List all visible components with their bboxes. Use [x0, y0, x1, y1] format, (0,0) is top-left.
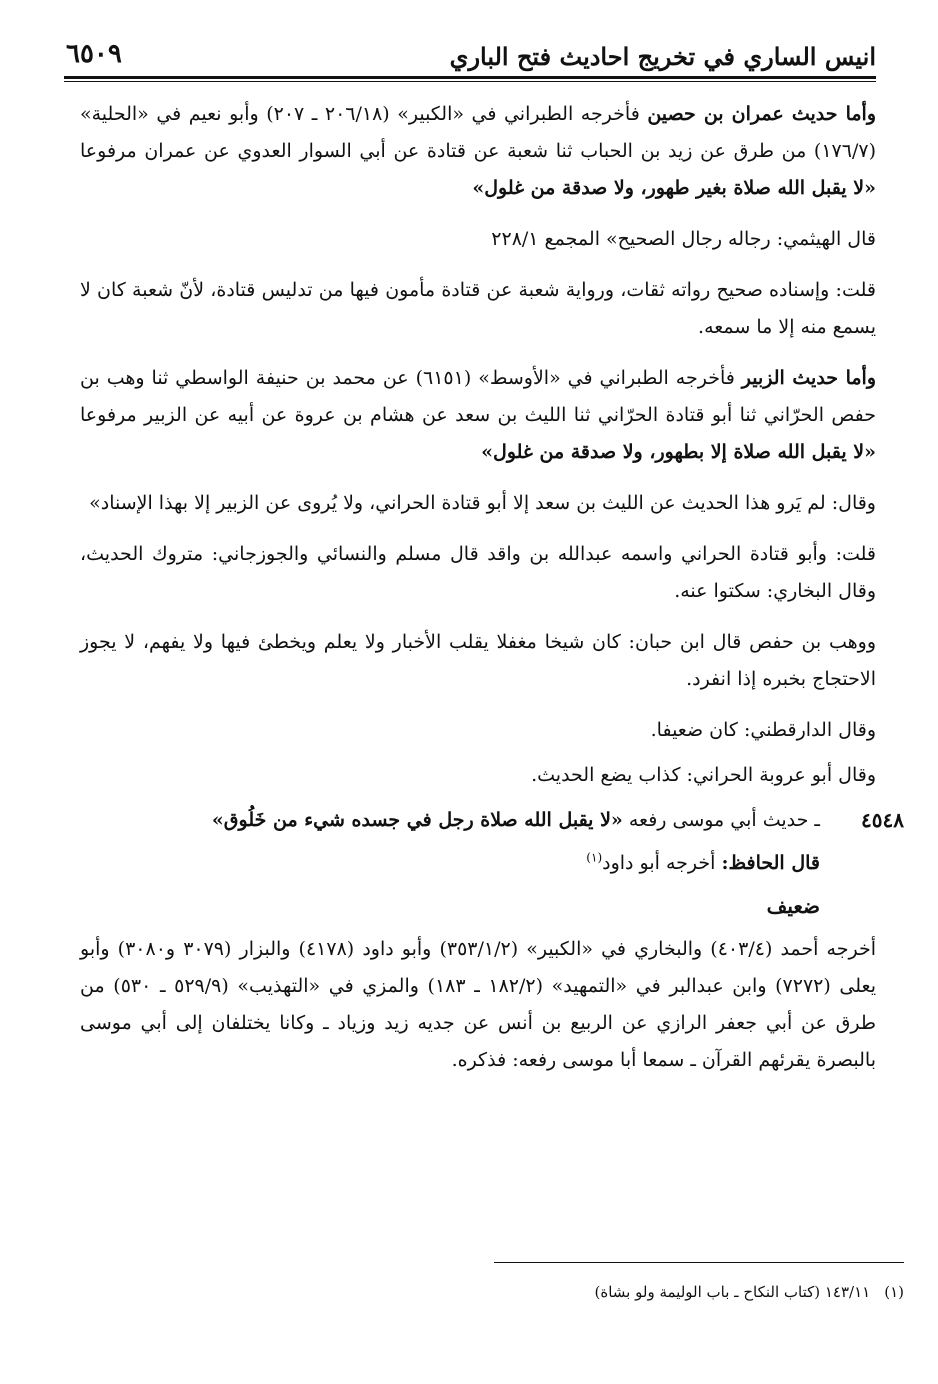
bold-lead: وأما حديث الزبير [741, 367, 876, 389]
paragraph-daraqutni: وقال الدارقطني: كان ضعيفا. [650, 719, 876, 741]
paragraph-abu-qatada: قلت: وأبو قتادة الحراني واسمه عبدالله بن واقد قال مسلم والنسائي والجوزجاني: متروك الحديث، وقال البخاري: سكتوا عنه. [80, 543, 876, 602]
paragraph-text: فأخرجه الطبراني في «الأوسط» (٦١٥١) عن محمد بن حنيفة الواسطي ثنا وهب بن حفص الحرّاني ثنا أبو قتادة الحرّاني ثنا الليث بن سعد عن هشام بن عروة عن أبيه عن الزبير مرفوعا [80, 367, 876, 426]
running-title: انيس الساري في تخريج احاديث فتح الباري [449, 41, 876, 71]
paragraph-wahb: ووهب بن حفص قال ابن حبان: كان شيخا مغفلا يقلب الأخبار ولا يعلم ويخطئ فيها ولا يفهم، لا يجوز الاحتجاج بخبره إذا انفرد. [80, 631, 876, 690]
footnote-divider [494, 1262, 904, 1263]
paragraph-comment-1: قلت: وإسناده صحيح رواته ثقات، ورواية شعبة عن قتادة مأمون فيها من تدليس قتادة، لأنّ شعبة كان لا يسمع منه إلا ما سمعه. [80, 279, 876, 338]
footnote-text: ١٤٣/١١ (كتاب النكاح ـ باب الوليمة ولو بشاة) [594, 1283, 871, 1301]
hafiz-statement [80, 845, 876, 882]
main-text [80, 96, 904, 1093]
footnote-number: (١) [884, 1283, 904, 1301]
hadith-quote: «لا يقبل الله صلاة إلا بطهور، ولا صدقة من غلول» [481, 441, 876, 463]
paragraph-haythami: قال الهيثمي: رجاله رجال الصحيح» المجمع ٢٢٨/١ [491, 228, 876, 250]
footnote-marker[interactable]: (١) [586, 850, 603, 865]
hadith-number: ٤٥٤٨ [861, 808, 904, 832]
footnote [80, 1278, 904, 1306]
header-rule [64, 76, 876, 79]
grade-heading: ضعيف [766, 894, 820, 918]
paragraph-text: فأخرجه الطبراني في «الكبير» (٢٠٦/١٨ ـ ٢٠٧) وأبو نعيم في «الحلية» (١٧٦/٧) من طرق عن زيد بن الحباب ثنا شعبة عن قتادة عن أبي السوار العدوي عن عمران مرفوعا [80, 103, 876, 162]
hadith-quote: «لا يقبل الله صلاة بغير طهور، ولا صدقة من غلول» [472, 177, 876, 199]
hafiz-text: أخرجه أبو داود [602, 852, 722, 874]
paragraph-takhrij: أخرجه أحمد (٤٠٣/٤) والبخاري في «الكبير» (٣٥٣/١/٢) وأبو داود (٤١٧٨) والبزار (٣٠٧٩ و٣٠٨٠) وأبو يعلى (٧٢٧٢) وابن عبدالبر في «التمهيد» (١٨٢/٢ ـ ١٨٣) والمزي في «التهذيب» (٥٢٩/٩ ـ ٥٣٠) من طرق عن أبي جعفر الرازي عن الربيع بن أنس عن جديه زيد وزياد ـ وكانا يختلفان إلى أبي موسى بالبصرة يقرئهم القرآن ـ سمعا أبا موسى رفعه: فذكره. [80, 938, 876, 1071]
header-rule-thin [64, 81, 876, 82]
hadith-intro: ـ حديث أبي موسى رفعه [622, 809, 820, 831]
hadith-quote: «لا يقبل الله صلاة رجل في جسده شيء من خَلُوق» [211, 809, 623, 831]
paragraph-tabarani-comment: وقال: لم يَرو هذا الحديث عن الليث بن سعد إلا أبو قتادة الحراني، ولا يُروى عن الزبير إلا بهذا الإسناد» [89, 492, 876, 514]
page-header [66, 28, 876, 72]
hadith-entry [80, 802, 904, 839]
paragraph-imran-hadith [80, 96, 876, 207]
hafiz-label: قال الحافظ: [721, 852, 820, 874]
paragraph-abu-aruba: وقال أبو عروبة الحراني: كذاب يضع الحديث. [531, 764, 876, 786]
bold-lead: وأما حديث عمران بن حصين [647, 103, 876, 125]
paragraph-zubayr-hadith [80, 360, 876, 471]
page-number: ٦٥٠٩ [66, 39, 122, 70]
